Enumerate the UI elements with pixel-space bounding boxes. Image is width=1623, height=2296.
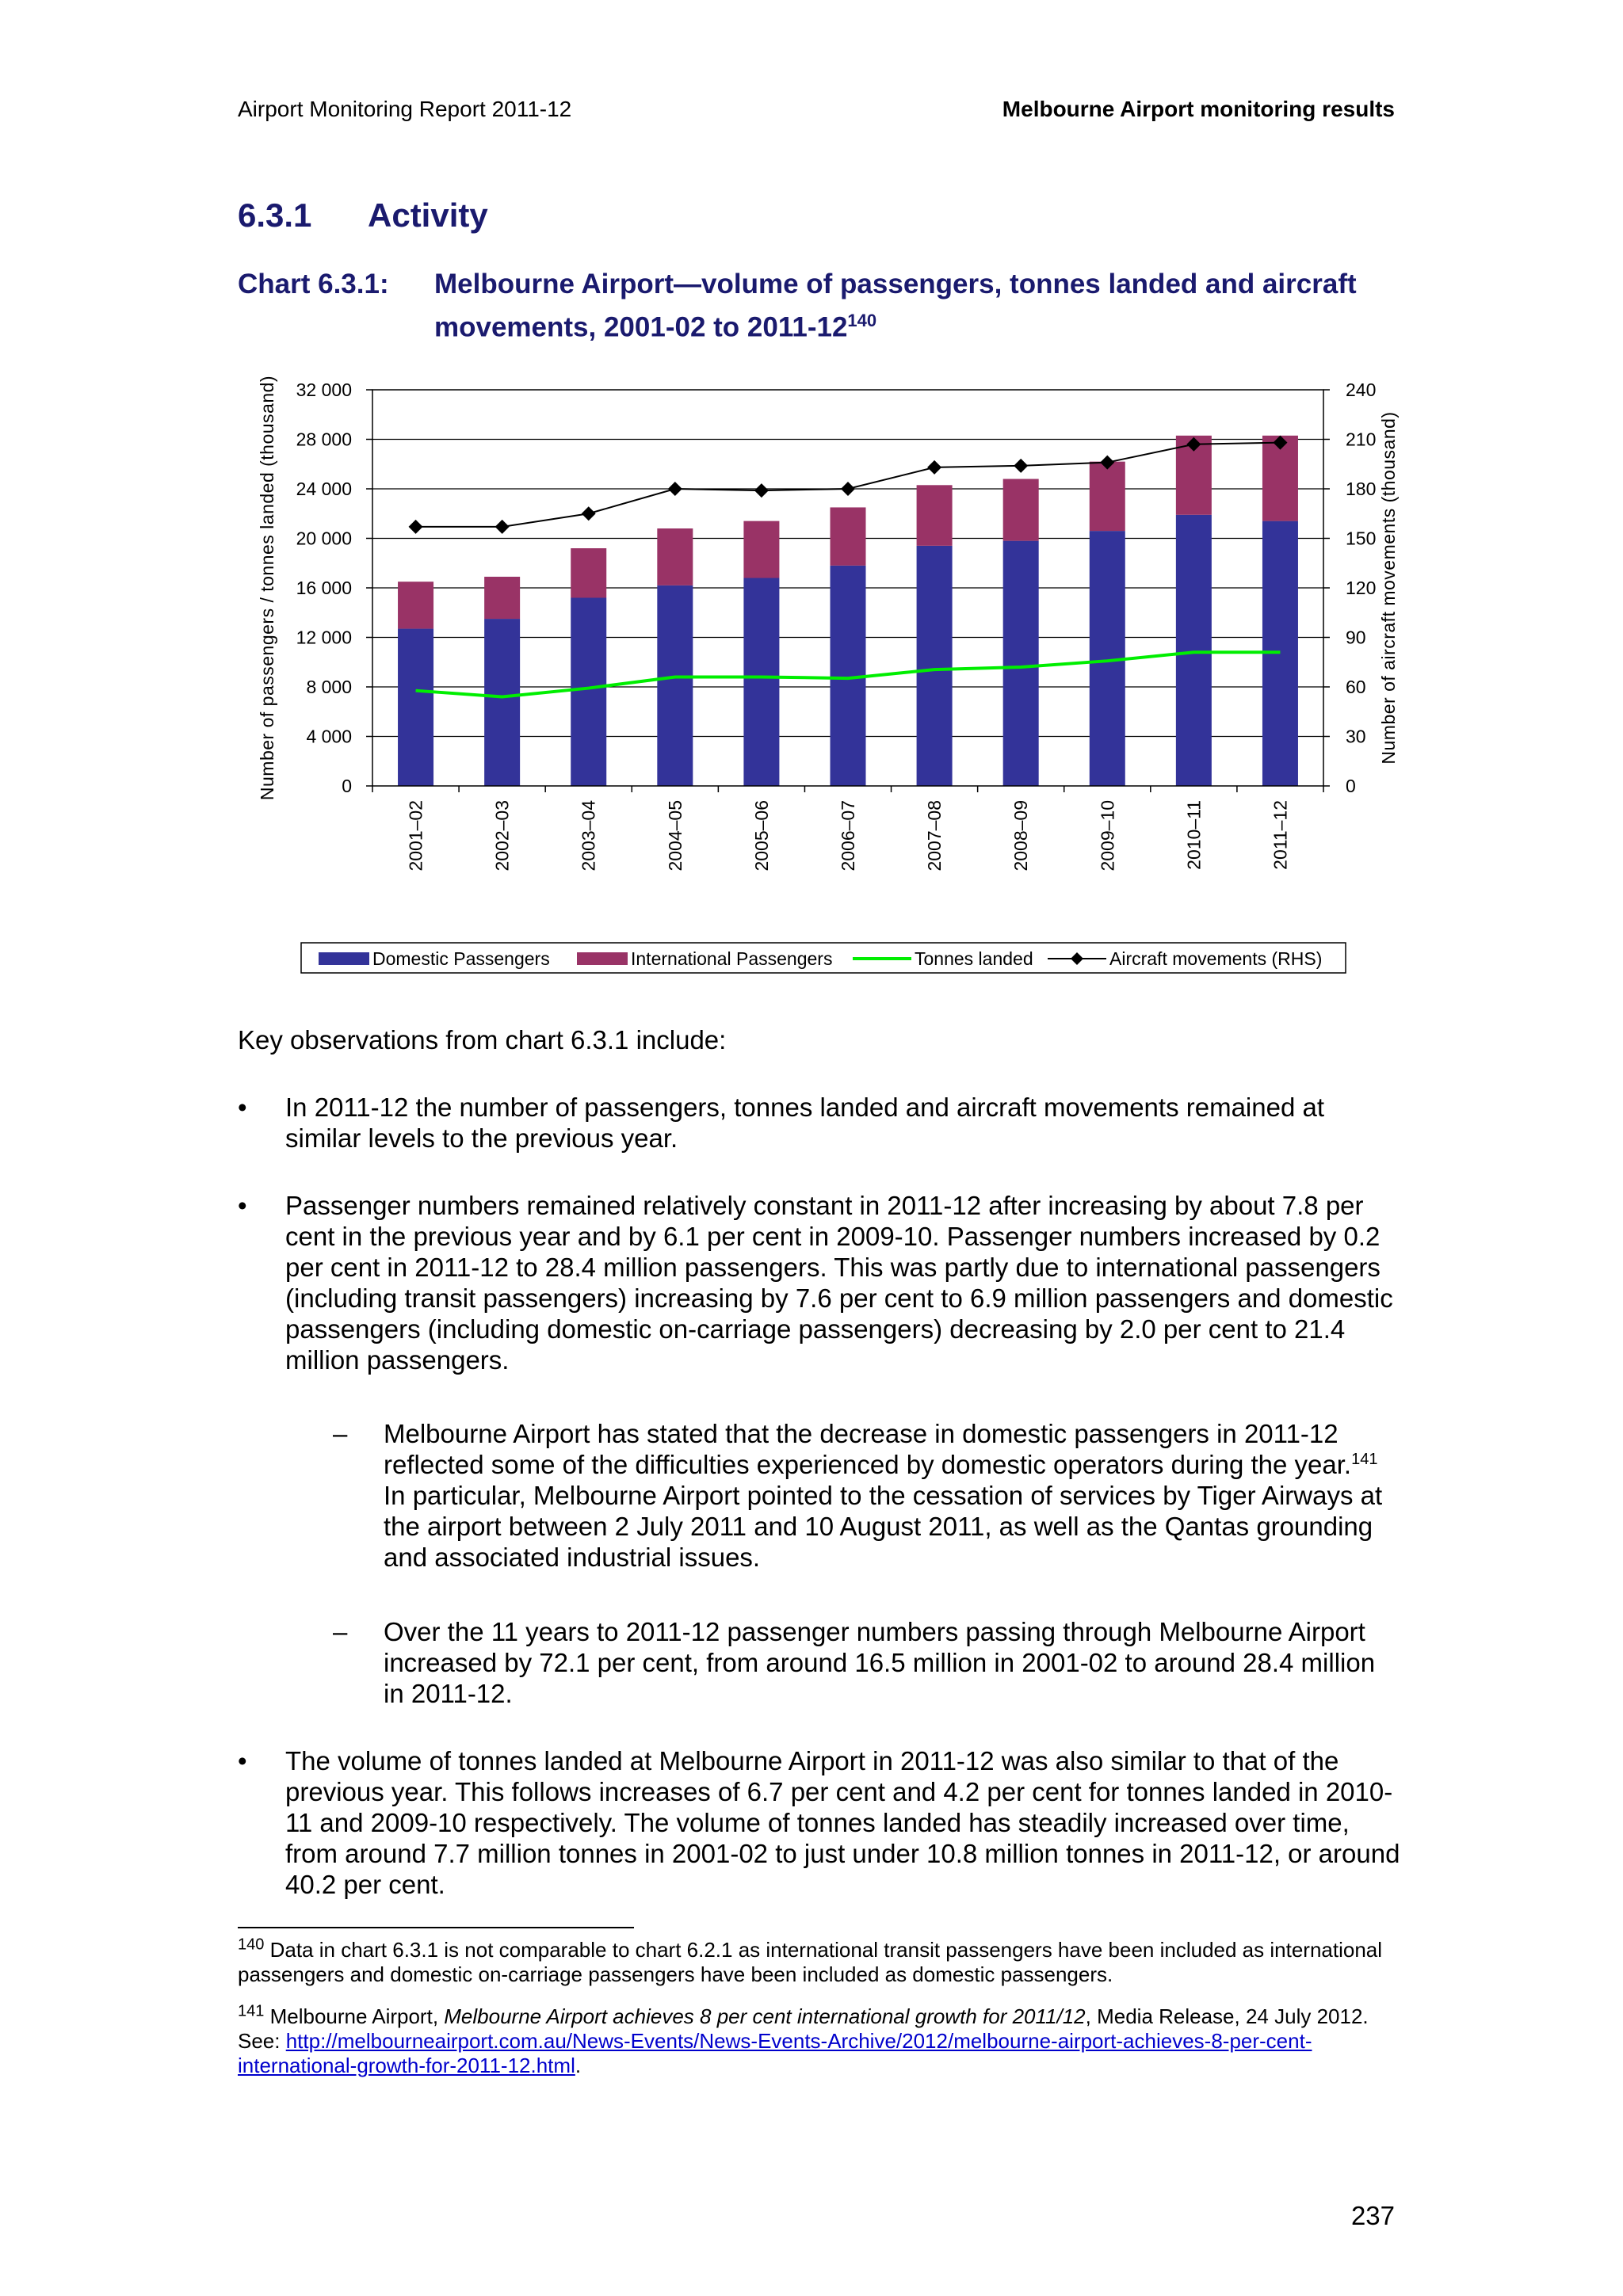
chart-caption-line2: movements, 2001-02 to 2011-12 [434, 311, 848, 343]
bar-domestic [398, 629, 433, 786]
y2-tick-label: 90 [1346, 627, 1366, 648]
footnote-number: 140 [238, 1936, 265, 1954]
x-tick-label: 2004–05 [664, 800, 685, 871]
footnote-text: , Media Release, 24 July 2012. See: [238, 2004, 1369, 2053]
x-tick-label: 2003–04 [578, 800, 599, 871]
aircraft-movements-marker [495, 520, 510, 534]
footnote-source-title: Melbourne Airport achieves 8 per cent international growth for 2011/12 [444, 2004, 1086, 2028]
sub-bullet-text: Over the 11 years to 2011-12 passenger numbers passing through Melbourne Airport increased by 72.1 per cent, from around 16.5 million in 2001-02 to around 28.4 million in 2011-12. [384, 1617, 1376, 1708]
footnote-140 [238, 1938, 1403, 1987]
bar-domestic [1003, 541, 1039, 786]
y-tick-label: 28 000 [296, 429, 352, 450]
x-tick-label: 2006–07 [838, 800, 858, 871]
bar-international [1003, 479, 1039, 541]
footnote-text: Melbourne Airport, [264, 2004, 445, 2028]
y2-tick-label: 60 [1346, 677, 1366, 697]
y-tick-label: 24 000 [296, 479, 352, 499]
sub-bullet-text [384, 1418, 1398, 1573]
page-number: 237 [1350, 2201, 1395, 2230]
y-tick-label: 12 000 [296, 627, 352, 648]
bullet-text: The volume of tonnes landed at Melbourne Airport in 2011-12 was also similar to that of the previous year. This follows increases of 6.7 per cent and 4.2 per cent for tonnes landed in 2010-11 and 2009-10 respectively. The volume of tonnes landed has steadily increased over time, from around 7.7 million tonnes in 2001-02 to just under 10.8 million tonnes in 2011-12, or around 40.2 per cent. [285, 1746, 1400, 1899]
bar-international [657, 528, 693, 585]
bar-domestic [484, 619, 520, 786]
chart-caption-footnote-ref: 140 [847, 311, 877, 330]
x-tick-label: 2007–08 [924, 800, 945, 871]
aircraft-movements-marker [927, 460, 941, 475]
y2-tick-label: 240 [1346, 379, 1377, 400]
y2-tick-label: 150 [1346, 528, 1377, 549]
sub-bullet-text-part2: In particular, Melbourne Airport pointed to the cessation of services by Tiger Airways at the airport between 2 July 2011 and 10 August 2011, as well as the Qantas grounding and associated industrial issues. [384, 1481, 1383, 1572]
y-tick-label: 20 000 [296, 528, 352, 549]
footnote-link[interactable]: http://melbourneairport.com.au/News-Events/News-Events-Archive/2012/melbourne-airport-achieves-8-per-cent-international-growth-for-2011-12.html [238, 2029, 1312, 2077]
y2-tick-label: 30 [1346, 726, 1366, 747]
dash-marker: – [333, 1617, 348, 1646]
x-tick-label: 2009–10 [1097, 800, 1118, 871]
section-title: Activity [368, 196, 488, 234]
key-observations-intro: Key observations from chart 6.3.1 include: [238, 1025, 727, 1055]
footnote-text: . [575, 2054, 582, 2077]
footnote-141 [238, 2004, 1403, 2078]
x-tick-label: 2002–03 [491, 800, 513, 871]
bar-international [831, 507, 866, 565]
bullet-text: Passenger numbers remained relatively constant in 2011-12 after increasing by about 7.8 per cent in the previous year and by 6.1 per cent in 2009-10. Passenger numbers increased by 0.2 per cent in 2011-12 to 28.4 million passengers. This was partly due to international passengers (including transit passengers) increasing by 7.6 per cent to 6.9 million passengers and domestic passengers (including domestic on-carriage passengers) decreasing by 2.0 per cent to 21.4 million passengers. [285, 1191, 1393, 1375]
footnote-separator [238, 1927, 634, 1928]
x-tick-label: 2005–06 [750, 800, 772, 871]
bar-domestic [657, 585, 693, 786]
x-tick-label: 2008–09 [1010, 800, 1032, 871]
footnote-number: 141 [238, 2002, 265, 2020]
legend-label-aircraft: Aircraft movements (RHS) [1109, 948, 1323, 969]
aircraft-movements-marker [668, 482, 682, 496]
y-tick-label: 16 000 [296, 578, 352, 598]
bar-domestic [571, 598, 606, 787]
aircraft-movements-marker [754, 483, 769, 498]
y-tick-label: 4 000 [306, 726, 352, 747]
x-tick-label: 2011–12 [1270, 800, 1291, 870]
bar-international [484, 577, 520, 619]
y2-tick-label: 120 [1346, 578, 1377, 598]
bar-domestic [917, 546, 953, 786]
bullet-marker: • [238, 1746, 247, 1775]
aircraft-movements-marker [409, 520, 423, 534]
y-tick-label: 8 000 [306, 677, 352, 697]
aircraft-movements-marker [582, 506, 596, 521]
legend-swatch-international [577, 952, 628, 965]
bullet-marker: • [238, 1191, 247, 1220]
x-tick-label: 2010–11 [1183, 800, 1205, 870]
legend-label-tonnes: Tonnes landed [915, 948, 1033, 969]
y2-tick-label: 210 [1346, 429, 1377, 450]
dash-marker: – [333, 1419, 348, 1448]
y2-tick-label: 0 [1346, 776, 1356, 796]
bullet-text: In 2011-12 the number of passengers, tonnes landed and aircraft movements remained at similar levels to the previous year. [285, 1093, 1325, 1153]
bar-domestic [743, 578, 779, 787]
bar-international [917, 485, 953, 546]
sub-bullet-text-part1: Melbourne Airport has stated that the decrease in domestic passengers in 2011-12 reflected some of the difficulties experienced by domestic operators during the year. [384, 1419, 1352, 1479]
bar-international [571, 548, 606, 598]
chart-number: Chart 6.3.1: [238, 269, 389, 299]
running-header-right: Melbourne Airport monitoring results [1002, 97, 1395, 121]
section-number: 6.3.1 [238, 196, 312, 234]
bar-international [1090, 462, 1125, 532]
legend-label-domestic: Domestic Passengers [372, 948, 550, 969]
bar-international [743, 521, 779, 578]
y2-axis-title: Number of aircraft movements (thousand) [1378, 411, 1399, 765]
y-axis-title: Number of passengers / tonnes landed (thousand) [257, 375, 277, 801]
aircraft-movements-marker [841, 482, 855, 496]
chart-caption-line1: Melbourne Airport—volume of passengers, tonnes landed and aircraft [434, 269, 1357, 299]
bar-international [398, 582, 433, 628]
running-header-left: Airport Monitoring Report 2011-12 [238, 97, 572, 121]
y-tick-label: 0 [342, 776, 352, 796]
footnote-ref: 141 [1351, 1451, 1378, 1468]
combo-chart [0, 0, 1623, 998]
aircraft-movements-marker [1014, 459, 1028, 473]
bar-domestic [1176, 515, 1212, 786]
footnote-text: Data in chart 6.3.1 is not comparable to chart 6.2.1 as international transit passengers have been included as international passengers and domestic on-carriage passengers have been included as domestic passengers. [238, 1938, 1383, 1986]
bullet-marker: • [238, 1093, 247, 1122]
legend-swatch-domestic [319, 952, 369, 965]
y-tick-label: 32 000 [296, 379, 352, 400]
legend-label-international: International Passengers [631, 948, 833, 969]
y2-tick-label: 180 [1346, 479, 1377, 499]
x-tick-label: 2001–02 [405, 800, 426, 871]
